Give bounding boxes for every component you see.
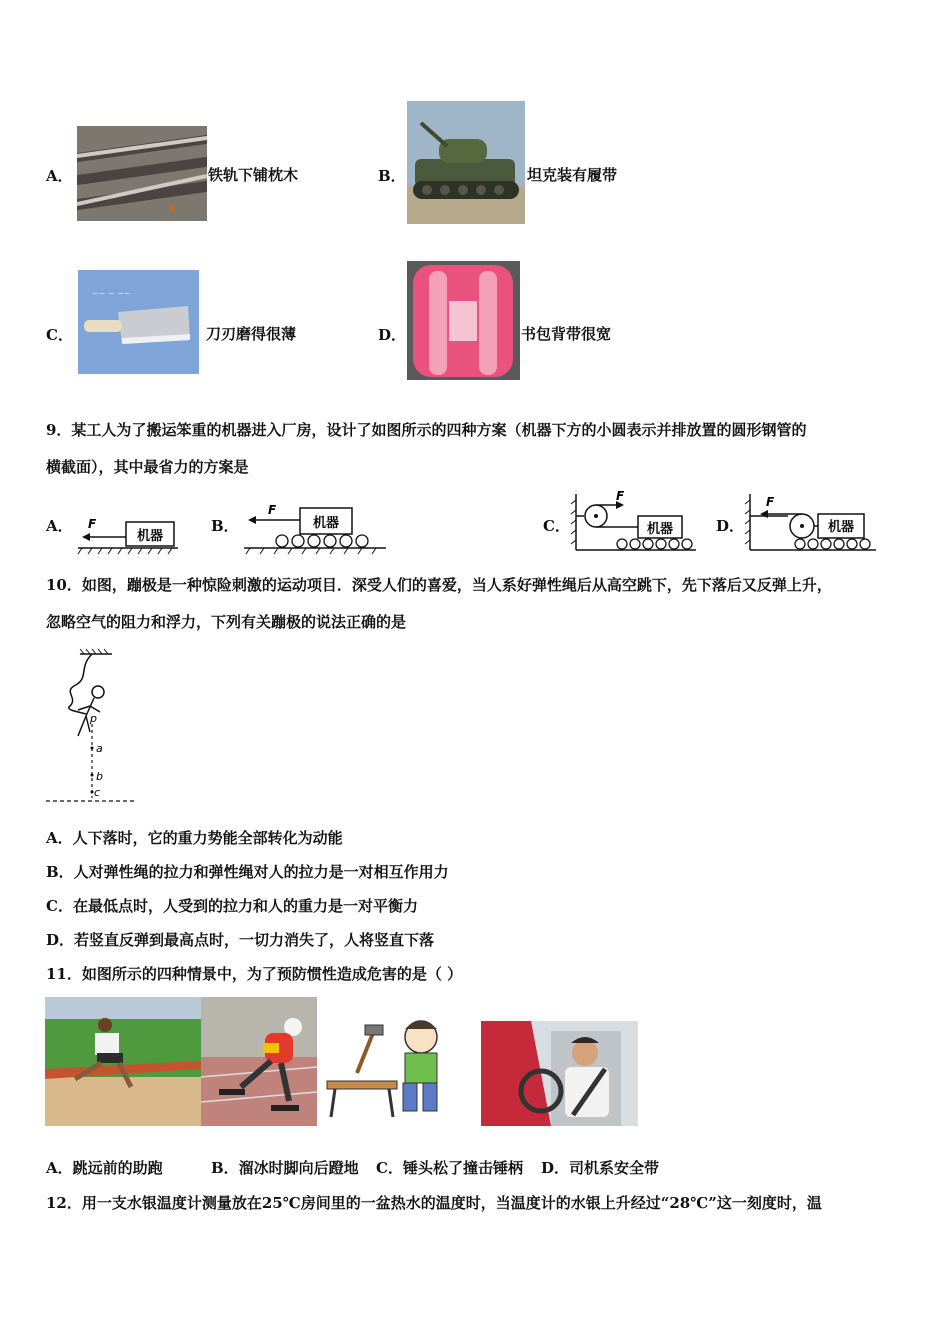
option-c-letter: C． [46,326,73,344]
machine-label: 机器 [827,520,855,535]
point-b-label: b [96,770,103,783]
railway-sleepers-photo [77,126,207,221]
option-a-letter: A． [46,167,73,185]
q9-option-b-letter: B． [211,517,239,535]
option-c-text: 刀刃磨得很薄 [206,325,297,343]
q11-option-b: B．溜冰时脚向后蹬地 [211,1159,359,1177]
q9-scheme-a-figure [76,510,180,556]
tank-photo [407,101,525,224]
option-d-text: 书包背带很宽 [521,325,612,343]
force-label: F [766,495,775,509]
hammer-cartoon [317,1003,477,1123]
q11-option-a: A．跳远前的助跑 [46,1159,163,1177]
point-a-label: a [96,742,103,755]
option-b-text: 坦克装有履带 [527,166,618,184]
point-p-label: p [90,712,97,725]
q9-scheme-b-figure [240,500,390,556]
q9-scheme-c-figure [570,488,700,556]
q9-scheme-d-figure [744,488,879,556]
q11-option-c: C．锤头松了撞击锤柄 [376,1159,523,1177]
machine-label: 机器 [136,529,164,544]
q11-option-d: D．司机系安全带 [541,1159,660,1177]
machine-label: 机器 [312,516,340,531]
bungee-jump-figure [44,648,136,806]
long-jump-photo [45,997,201,1126]
q10-option-d: D．若竖直反弹到最高点时，一切力消失了，人将竖直下落 [46,931,435,949]
q10-option-a: A．人下落时，它的重力势能全部转化为动能 [46,829,343,847]
q9-option-d-letter: D． [716,517,745,535]
option-b-letter: B． [378,167,406,185]
q9-stem-line2: 横截面），其中最省力的方案是 [46,458,249,476]
q12-stem: 12．用一支水银温度计测量放在25℃房间里的一盆热水的温度时，当温度计的水银上升经过“28℃”这一刻度时，温 [46,1194,822,1212]
knife-photo [78,270,199,374]
q10-stem-line2: 忽略空气的阻力和浮力，下列有关蹦极的说法正确的是 [46,613,407,631]
q9-option-a-letter: A． [46,517,73,535]
q9-option-c-letter: C． [543,517,570,535]
seatbelt-photo [481,1021,638,1126]
q10-option-c: C．在最低点时，人受到的拉力和人的重力是一对平衡力 [46,897,418,915]
force-label: F [268,503,277,517]
machine-label: 机器 [646,522,674,537]
option-d-letter: D． [378,326,407,344]
q11-stem: 11．如图所示的四种情景中，为了预防惯性造成危害的是（ ） [46,965,463,983]
force-label: F [616,489,625,503]
roller-skating-photo [201,997,317,1126]
q10-stem-line1: 10．如图，蹦极是一种惊险刺激的运动项目．深受人们的喜爱，当人系好弹性绳后从高空跳下，先下落后又反弹上升， [46,576,832,594]
force-label: F [88,517,97,531]
point-c-label: c [94,786,101,799]
svg-text:~~ ~ ~~: ~~ ~ ~~ [92,289,131,298]
option-a-text: 铁轨下铺枕木 [208,166,299,184]
backpack-photo [407,261,520,380]
q9-stem-line1: 9．某工人为了搬运笨重的机器进入厂房，设计了如图所示的四种方案（机器下方的小圆表示并排放置的圆形钢管的 [46,421,807,439]
q10-option-b: B．人对弹性绳的拉力和弹性绳对人的拉力是一对相互作用力 [46,863,449,881]
